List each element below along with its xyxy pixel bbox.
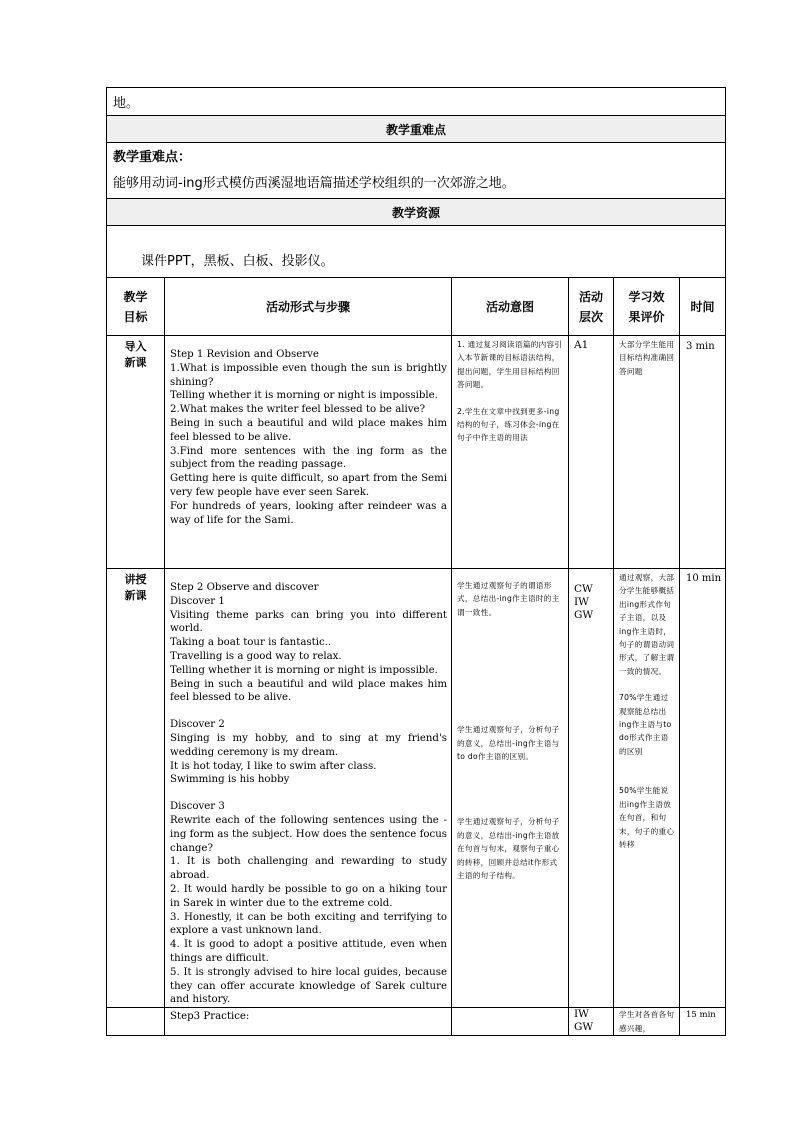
text-line: IW [574, 1008, 589, 1021]
text-line: 学生通过观察句子，分析句子的意义，总结出-ing作主语放在句首与句末，观察句子重心的转移，回顾并总结it作形式主语的句子结构。 [457, 817, 560, 881]
text-line: Visiting theme parks can bring you into different world. [170, 609, 447, 635]
row-time: 3 min [680, 336, 726, 569]
row-intent [452, 569, 569, 1008]
text-line: Step 1 Revision and Observe [170, 349, 319, 360]
text-line: Telling whether it is morning or night is impossible. [170, 664, 438, 676]
text-line: Swimming is his hobby [170, 774, 290, 786]
col-steps: 活动形式与步骤 [165, 278, 452, 336]
text-line [457, 789, 565, 802]
table-row [107, 569, 726, 1008]
text-line: Getting here is quite difficult, so apart from the Semi very few people have ever seen Sarek. [170, 473, 447, 498]
key-points-cell [107, 143, 726, 199]
text-line: Step3 Practice: [170, 1011, 250, 1023]
text-line: Discover 3 [170, 801, 225, 813]
row-eval [614, 569, 680, 1008]
text-line: It is hot today, I like to swim after class. [170, 760, 377, 772]
text-line: 5. It is strongly advised to hire local guides, because they can offer accurate knowledge of Sarek culture and history. [170, 966, 447, 1006]
text-line: 大部分学生能用目标结构准确回答问题 [619, 340, 675, 376]
row-goal [107, 569, 165, 1008]
key-points-header: 教学重难点 [107, 116, 726, 143]
text-line [457, 619, 565, 632]
text-line: 4. It is good to adopt a positive attitude, even when things are difficult. [170, 939, 447, 964]
row-level [569, 1008, 614, 1036]
text-line: 2. It would hardly be possible to go on a hiking tour in Sarek in winter due to the extreme cold. [170, 883, 447, 909]
text-line: 学生通过观察句子的谓语形式，总结出-ing作主语时的主谓一致性。 [457, 581, 560, 617]
text-line [457, 671, 565, 684]
table-row [107, 1008, 726, 1036]
text-line: Discover 1 [170, 595, 225, 607]
goal-line: 新课 [124, 356, 147, 369]
text-line [457, 802, 565, 815]
row-steps [165, 569, 452, 1008]
text-line: For hundreds of years, looking after reindeer was a way of life for the Sami. [170, 500, 447, 526]
text-line [619, 771, 676, 784]
col-time: 时间 [680, 278, 726, 336]
text-line: Travelling is a good way to relax. [170, 650, 342, 662]
text-line [457, 684, 565, 697]
column-header-row [107, 278, 726, 336]
text-line [619, 678, 676, 691]
col-goal-line2: 目标 [123, 309, 148, 324]
col-goal [107, 278, 165, 336]
col-intent: 活动意图 [452, 278, 569, 336]
text-line [457, 710, 565, 723]
col-eval-line2: 果评价 [628, 309, 665, 324]
text-line: A1 [574, 339, 589, 351]
text-line: Singing is my hobby, and to sing at my friend's wedding ceremony is my dream. [170, 732, 447, 758]
text-line: 2.学生在文章中找到更多-ing结构的句子，练习体会-ing在句子中作主语的用法 [457, 406, 560, 443]
text-line: CW [574, 583, 593, 595]
text-line [170, 787, 447, 800]
text-line [619, 758, 676, 771]
text-line [170, 705, 447, 718]
goal-line: 讲授 [124, 573, 147, 586]
resources-text: 课件PPT，黑板、白板、投影仪。 [107, 226, 726, 278]
col-level-line1: 活动 [578, 289, 603, 304]
text-line: 3. Honestly, it can be both exciting and terrifying to explore a vast unknown land. [170, 911, 447, 937]
text-line: 1. It is both challenging and rewarding to study abroad. [170, 856, 447, 882]
text-line [457, 645, 565, 658]
text-line: GW [574, 609, 594, 621]
resources-header: 教学资源 [107, 199, 726, 226]
col-eval [614, 278, 680, 336]
text-line: 70%学生通过观察能总结出ing作主语与to do形式作主语的区别 [619, 693, 672, 756]
row-eval [614, 1008, 680, 1036]
row-intent [452, 1008, 569, 1036]
text-line: Telling whether it is morning or night is impossible. [170, 390, 438, 402]
text-line [457, 697, 565, 710]
col-level [569, 278, 614, 336]
text-line: Rewrite each of the following sentences using the -ing form as the subject. How does the sentence focus change? [170, 814, 447, 854]
col-eval-line1: 学习效 [628, 289, 665, 304]
text-line [457, 392, 565, 405]
text-line: 3.Find more sentences with the ing form as the subject from the reading passage. [170, 445, 447, 471]
row-time: 10 min [680, 569, 726, 1008]
col-goal-line1: 教学 [123, 289, 148, 304]
row-intent [452, 336, 569, 569]
table-row [107, 336, 726, 569]
text-line: Taking a boat tour is fantastic.. [170, 637, 332, 649]
text-line: GW [574, 1021, 594, 1034]
text-line: 50%学生能说出ing作主语放在句首，和句末，句子的重心转移 [619, 786, 675, 849]
row-goal [107, 1008, 165, 1036]
col-level-line2: 层次 [578, 309, 603, 324]
text-line [457, 632, 565, 645]
text-line: 学生通过观察句子，分析句子的意义，总结出-ing作主语与to do作主语的区别。 [457, 725, 560, 762]
text-line: Step 2 Observe and discover [170, 582, 319, 593]
row-steps [165, 336, 452, 569]
lesson-plan-table [106, 87, 726, 1036]
row-level [569, 336, 614, 569]
text-line [457, 763, 565, 776]
text-line: Being in such a beautiful and wild place makes him feel blessed to be alive. [170, 417, 447, 443]
row-level [569, 569, 614, 1008]
goal-line: 新课 [124, 589, 147, 602]
goal-line: 导入 [124, 340, 147, 353]
key-points-text: 能够用动词-ing形式模仿西溪湿地语篇描述学校组织的一次郊游之地。 [113, 176, 515, 191]
row-eval [614, 336, 680, 569]
text-line: Being in such a beautiful and wild place makes him feel blessed to be alive. [170, 678, 447, 704]
text-line [457, 658, 565, 671]
text-line [457, 776, 565, 789]
row-time: 15 min [680, 1008, 726, 1036]
text-line: 1. 通过复习阅读语篇的内容引入本节新课的目标语法结构，提出问题，学生用目标结构回答问题。 [457, 340, 563, 390]
text-line: IW [574, 596, 589, 608]
key-points-label: 教学重难点： [113, 150, 192, 165]
text-line: 1.What is impossible even though the sun is brightly shining? [170, 362, 447, 388]
text-line: 2.What makes the writer feel blessed to be alive? [170, 404, 426, 416]
text-line: 学生对各首各句感兴趣， [619, 1010, 675, 1033]
text-line: 通过观察，大部分学生能够概括出ing形式作句子主语，以及ing作主语时，句子的谓语动词形式，了解主谓一致的情况。 [619, 573, 675, 676]
continuation-row: 地。 [107, 88, 726, 116]
row-steps [165, 1008, 452, 1036]
text-line: Discover 2 [170, 719, 225, 731]
row-goal [107, 336, 165, 569]
